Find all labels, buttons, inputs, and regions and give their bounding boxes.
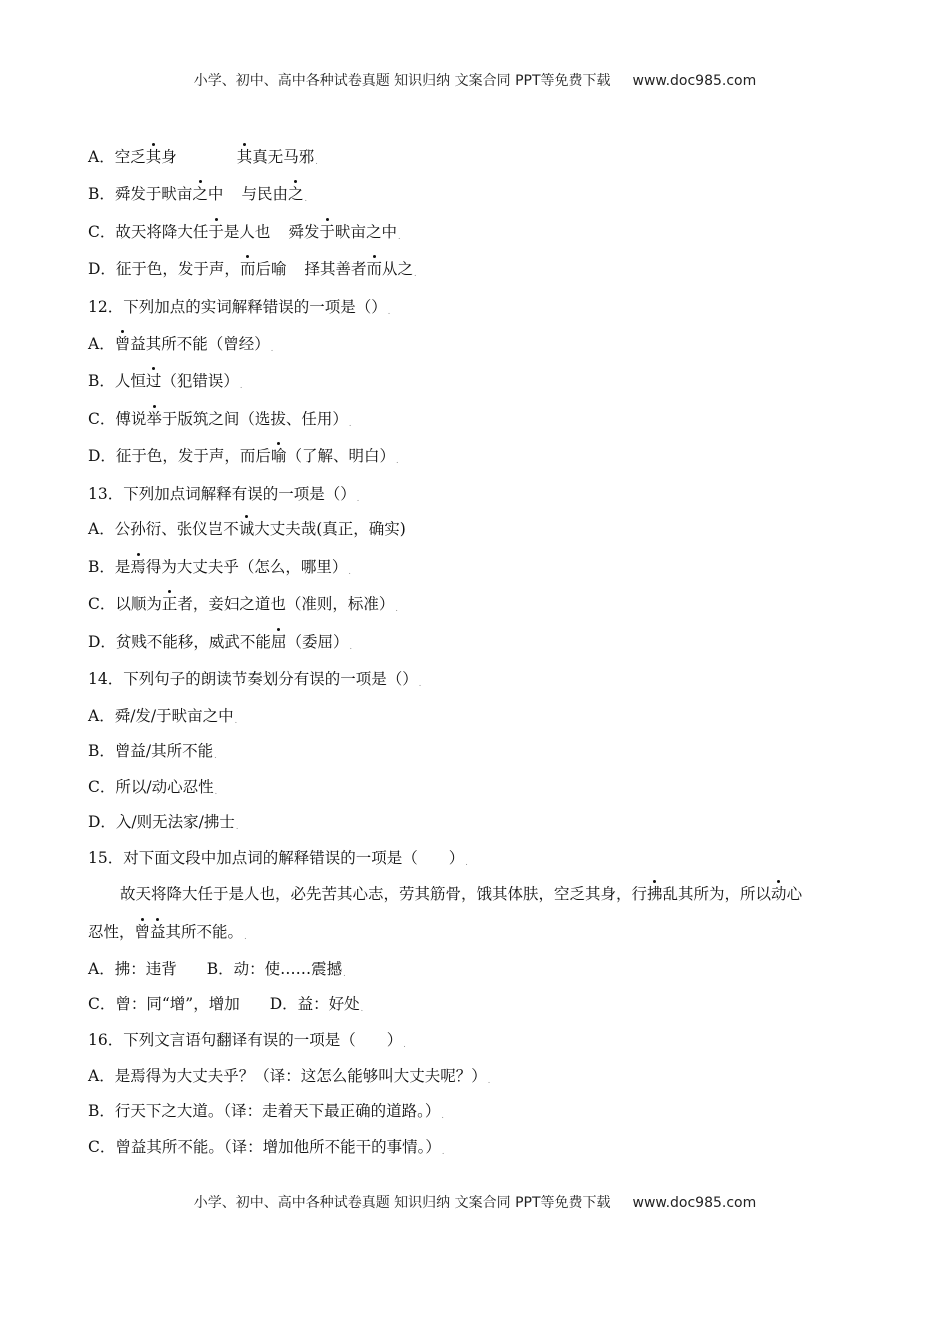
- emphasis-char: 过: [145, 372, 162, 390]
- q13-option-b: B．是焉得为大丈夫乎（怎么，哪里）.: [88, 558, 351, 576]
- q15-options-cd: C．曾：同“增”，增加 D．益：好处.: [88, 995, 364, 1013]
- q12-option-a: A．曾益其所不能（曾经）.: [88, 335, 274, 353]
- emphasis-char: 拂: [647, 885, 663, 903]
- q11-option-b: B．舜发于畎亩之中 与民由之.: [88, 185, 308, 203]
- emphasis-char: 举: [146, 410, 162, 428]
- emphasis-char: 之: [192, 185, 208, 203]
- q15-options-ab: A．拂：违背 B．动：使……震撼.: [88, 960, 346, 978]
- emphasis-char: 屈: [270, 633, 287, 651]
- q13-option-c: C．以顺为正者，妾妇之道也（准则，标准）.: [88, 595, 398, 613]
- emphasis-char: 益: [150, 923, 166, 941]
- q13-option-a: A．公孙衍、张仪岂不诚大丈夫哉(真正，确实): [88, 520, 406, 538]
- emphasis-char: 其: [145, 148, 162, 166]
- q14-option-a: A．舜/发/于畎亩之中.: [88, 707, 238, 725]
- emphasis-char: 动: [771, 885, 787, 903]
- q12-stem: 12．下列加点的实词解释错误的一项是（）.: [88, 298, 391, 316]
- q16-option-b: B．行天下之大道。（译：走着天下最正确的道路。）.: [88, 1102, 444, 1120]
- emphasis-char: 曾: [114, 335, 131, 353]
- q16-option-a: A．是焉得为大丈夫乎？（译：这怎么能够叫大丈夫呢？）.: [88, 1067, 491, 1085]
- q11-option-a: A．空乏其身 其真无马邪.: [88, 148, 318, 166]
- q15-passage-line2: 忍性，曾益其所不能。.: [88, 923, 247, 941]
- q15-passage-line1: 故天将降大任于是人也，必先苦其心志，劳其筋骨，饿其体肤，空乏其身，行拂乱其所为，所以动心: [120, 885, 803, 903]
- q11-option-c: C．故天将降大任于是人也 舜发于畎亩之中.: [88, 223, 401, 241]
- header-site: www.doc985.com: [632, 73, 757, 89]
- page-footer: [0, 1192, 950, 1212]
- q12-option-d: D．征于色，发于声，而后喻（了解、明白）.: [88, 447, 399, 465]
- footer-site: www.doc985.com: [632, 1195, 757, 1211]
- q16-option-c: C．曾益其所不能。（译：增加他所不能干的事情。）.: [88, 1138, 445, 1156]
- q14-option-d: D．入/则无法家/拂士.: [88, 813, 239, 831]
- emphasis-char: 于: [319, 223, 335, 241]
- q12-option-c: C．傅说举于版筑之间（选拔、任用）.: [88, 410, 352, 428]
- emphasis-char: 焉: [130, 558, 146, 576]
- q11-option-d: D．征于色，发于声，而后喻 择其善者而从之.: [88, 260, 417, 278]
- q14-option-c: C．所以/动心忍性.: [88, 778, 218, 796]
- q14-stem: 14．下列句子的朗读节奏划分有误的一项是（）.: [88, 670, 422, 688]
- emphasis-char: 而: [366, 260, 382, 278]
- q15-stem: 15．对下面文段中加点词的解释错误的一项是（ ）.: [88, 849, 468, 867]
- q16-stem: 16．下列文言语句翻译有误的一项是（ ）.: [88, 1031, 406, 1049]
- header-text: 小学、初中、高中各种试卷真题 知识归纳 文案合同 PPT等免费下载: [193, 73, 611, 89]
- emphasis-char: 其: [236, 148, 253, 166]
- emphasis-char: 曾: [134, 923, 151, 941]
- emphasis-char: 之: [287, 185, 304, 203]
- emphasis-char: 于: [208, 223, 224, 241]
- footer-text: 小学、初中、高中各种试卷真题 知识归纳 文案合同 PPT等免费下载: [193, 1195, 611, 1211]
- page-header: [0, 70, 950, 90]
- emphasis-char: 喻: [270, 447, 287, 465]
- q12-option-b: B．人恒过（犯错误）.: [88, 372, 243, 390]
- emphasis-char: 正: [161, 595, 178, 613]
- q14-option-b: B．曾益/其所不能.: [88, 742, 217, 760]
- q13-option-d: D．贫贱不能移，威武不能屈（委屈）.: [88, 633, 353, 651]
- q13-stem: 13．下列加点词解释有误的一项是（）.: [88, 485, 360, 503]
- emphasis-char: 而: [239, 260, 256, 278]
- emphasis-char: 诚: [238, 520, 255, 538]
